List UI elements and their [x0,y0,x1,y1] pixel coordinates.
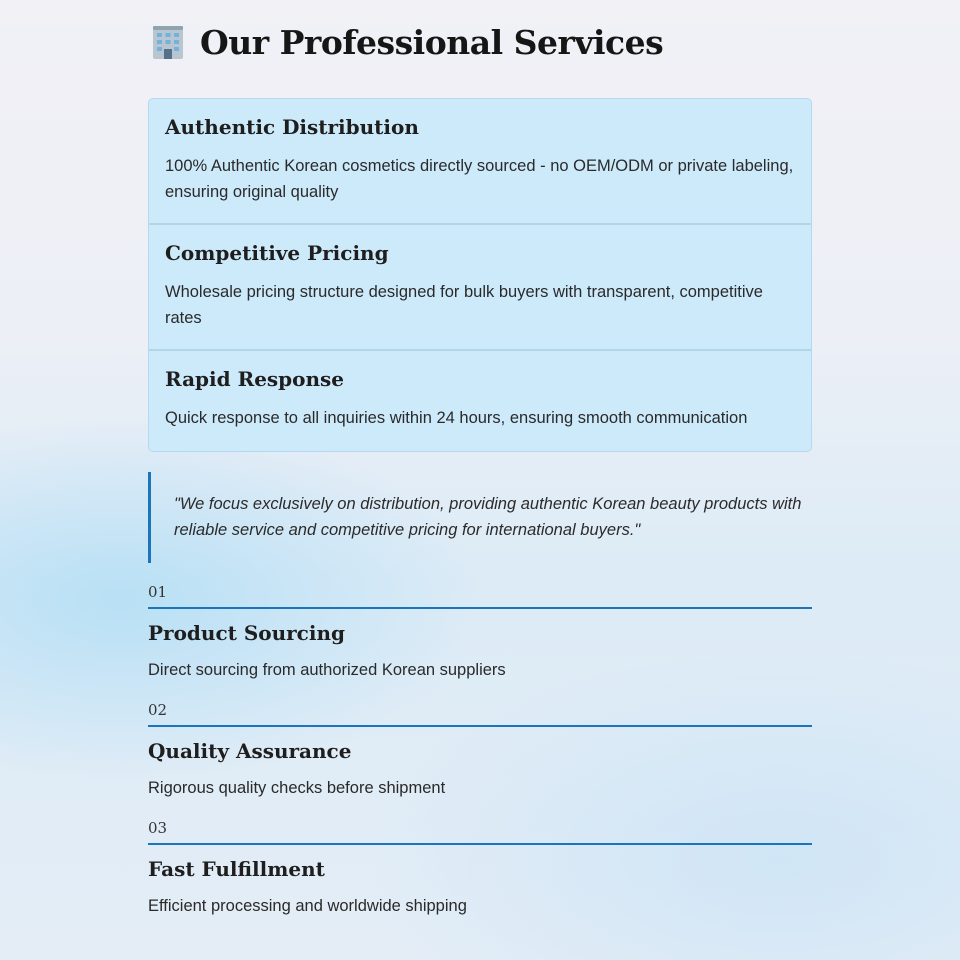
page-title: Our Professional Services [200,22,664,62]
services-card [148,98,812,452]
service-description: Wholesale pricing structure designed for bulk buyers with transparent, competitive rates [165,283,763,327]
service-item-competitive-pricing [149,223,811,349]
step-number: 01 [148,583,812,609]
service-description: Quick response to all inquiries within 24 hours, ensuring smooth communication [165,409,748,427]
service-item-authentic-distribution [149,99,811,223]
step-number: 02 [148,701,812,727]
step-description: Direct sourcing from authorized Korean suppliers [148,661,506,679]
service-title: Rapid Response [165,367,345,391]
step-title: Quality Assurance [148,739,352,763]
mission-quote: "We focus exclusively on distribution, providing authentic Korean beauty products with reliable service and competitive pricing for international buyers." [148,472,812,563]
step-description: Efficient processing and worldwide shipping [148,897,467,915]
service-item-rapid-response [149,349,811,451]
process-step [148,819,812,917]
step-title: Product Sourcing [148,621,345,645]
step-description: Rigorous quality checks before shipment [148,779,446,797]
office-building-icon [148,22,188,62]
process-step [148,701,812,799]
page-header [148,0,812,84]
service-description: 100% Authentic Korean cosmetics directly sourced - no OEM/ODM or private labeling, ensuring original quality [165,157,794,201]
process-step [148,583,812,681]
service-title: Authentic Distribution [165,115,419,139]
service-title: Competitive Pricing [165,241,389,265]
services-page [148,0,812,917]
step-title: Fast Fulfillment [148,857,325,881]
step-number: 03 [148,819,812,845]
